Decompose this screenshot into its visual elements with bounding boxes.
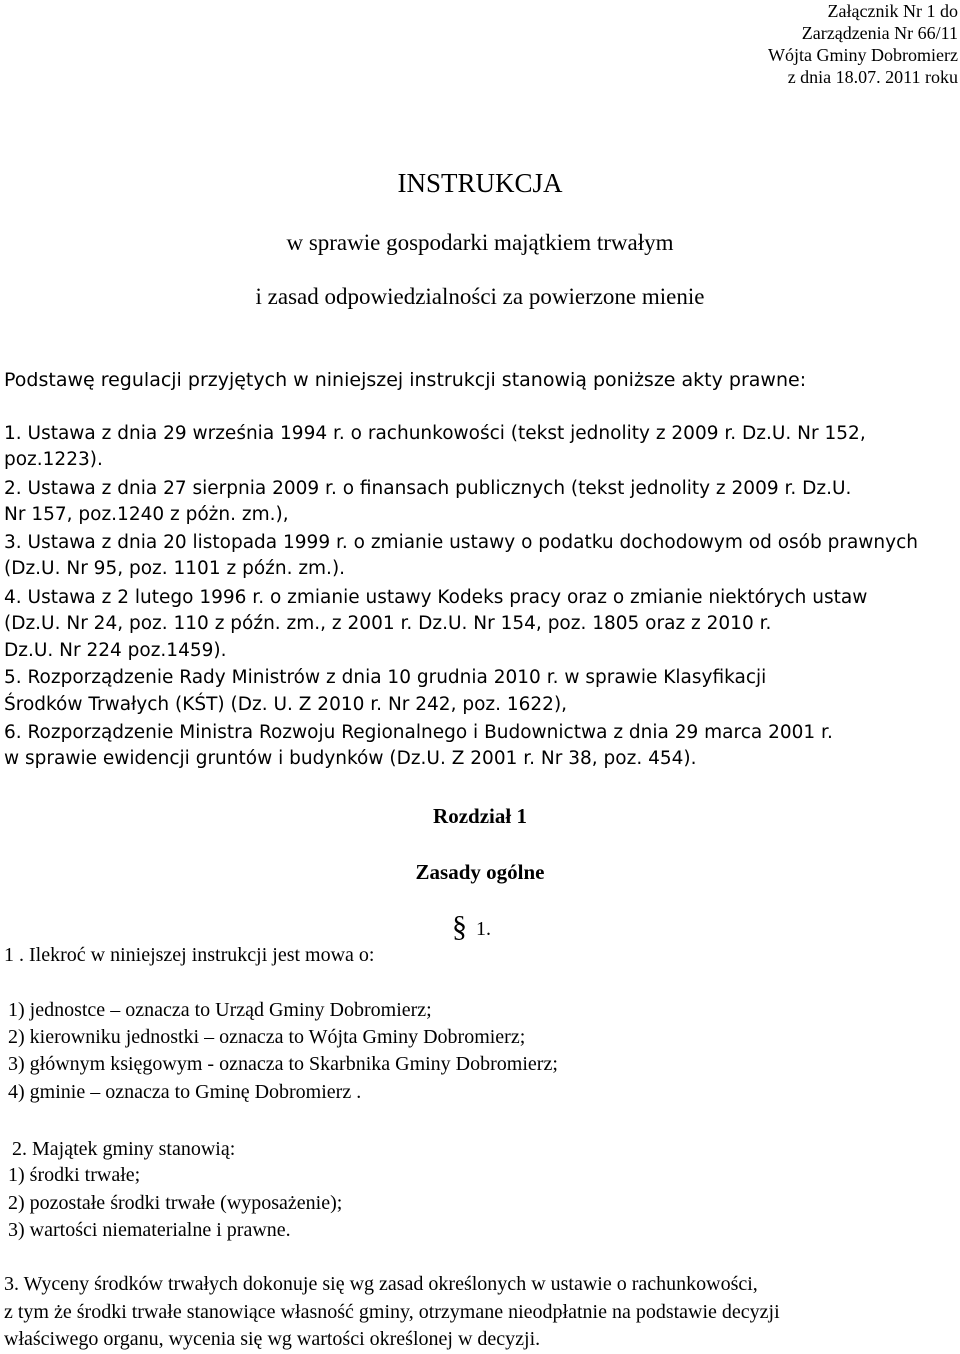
legal-act-6-line-1: 6. Rozporządzenie Ministra Rozwoju Regionalnego i Budownictwa z dnia 29 marca 2001 r. <box>4 722 833 743</box>
paragraph-1-item-4: 4) gminie – oznacza to Gminę Dobromierz . <box>8 1081 362 1103</box>
title-subtitle-1: w sprawie gospodarki majątkiem trwałym <box>286 230 674 255</box>
paragraph-2-item-1: 1) środki trwałe; <box>8 1164 141 1186</box>
legal-act-4-line-2: (Dz.U. Nr 24, poz. 110 z późn. zm., z 2001 r. Dz.U. Nr 154, poz. 1805 oraz z 2010 r. <box>4 613 772 634</box>
legal-act-3-line-1: 3. Ustawa z dnia 20 listopada 1999 r. o zmianie ustawy o podatku dochodowym od osób prawnych <box>4 532 918 553</box>
paragraph-3-line-2: z tym że środki trwałe stanowiące własność gminy, otrzymane nieodpłatnie na podstawie decyzji <box>4 1301 780 1323</box>
paragraph-2-lead: 2. Majątek gminy stanowią: <box>12 1138 236 1160</box>
paragraph-3-line-1: 3. Wyceny środków trwałych dokonuje się wg zasad określonych w ustawie o rachunkowości, <box>4 1273 758 1295</box>
chapter-number: Rozdział 1 <box>433 804 527 828</box>
paragraph-1-lead: 1 . Ilekroć w niniejszej instrukcji jest mowa o: <box>4 944 375 966</box>
intro-text: Podstawę regulacji przyjętych w niniejszej instrukcji stanowią poniższe akty prawne: <box>4 369 807 391</box>
paragraph-3-line-3: właściwego organu, wycenia się wg wartości określonej w decyzji. <box>4 1328 541 1350</box>
annex-line-2: Zarządzenia Nr 66/11 <box>801 23 958 43</box>
legal-act-2-line-1: 2. Ustawa z dnia 27 sierpnia 2009 r. o finansach publicznych (tekst jednolity z 2009 r. Dz.U. <box>4 478 852 499</box>
chapter-name: Zasady ogólne <box>415 860 545 884</box>
section-number: 1. <box>476 918 491 940</box>
legal-act-5-line-2: Środków Trwałych (KŚT) (Dz. U. Z 2010 r. Nr 242, poz. 1622), <box>4 694 568 715</box>
annex-line-4: z dnia 18.07. 2011 roku <box>787 67 958 87</box>
legal-act-1-line-1: 1. Ustawa z dnia 29 września 1994 r. o rachunkowości (tekst jednolity z 2009 r. Dz.U. Nr 152, <box>4 423 866 444</box>
annex-line-1: Załącznik Nr 1 do <box>827 1 958 21</box>
legal-act-2-line-2: Nr 157, poz.1240 z póżn. zm.), <box>4 504 289 525</box>
paragraph-1-item-3: 3) głównym księgowym - oznacza to Skarbnika Gminy Dobromierz; <box>8 1053 558 1075</box>
legal-act-1-line-2: poz.1223). <box>4 449 103 470</box>
legal-act-6-line-2: w sprawie ewidencji gruntów i budynków (Dz.U. Z 2001 r. Nr 38, poz. 454). <box>4 748 697 769</box>
title-subtitle-2: i zasad odpowiedzialności za powierzone mienie <box>255 284 705 309</box>
section-mark: § <box>452 910 467 943</box>
paragraph-1-item-1: 1) jednostce – oznacza to Urząd Gminy Dobromierz; <box>8 999 432 1021</box>
legal-act-3-line-2: (Dz.U. Nr 95, poz. 1101 z późn. zm.). <box>4 558 346 579</box>
legal-act-4-line-3: Dz.U. Nr 224 poz.1459). <box>4 640 227 661</box>
title-main: INSTRUKCJA <box>397 168 563 198</box>
paragraph-2-item-2: 2) pozostałe środki trwałe (wyposażenie); <box>8 1192 343 1214</box>
paragraph-2-item-3: 3) wartości niematerialne i prawne. <box>8 1219 291 1241</box>
legal-act-4-line-1: 4. Ustawa z 2 lutego 1996 r. o zmianie ustawy Kodeks pracy oraz o zmianie niektórych ustaw <box>4 587 868 608</box>
annex-line-3: Wójta Gminy Dobromierz <box>768 45 958 65</box>
paragraph-1-item-2: 2) kierowniku jednostki – oznacza to Wójta Gminy Dobromierz; <box>8 1026 526 1048</box>
legal-act-5-line-1: 5. Rozporządzenie Rady Ministrów z dnia 10 grudnia 2010 r. w sprawie Klasyfikacji <box>4 667 767 688</box>
